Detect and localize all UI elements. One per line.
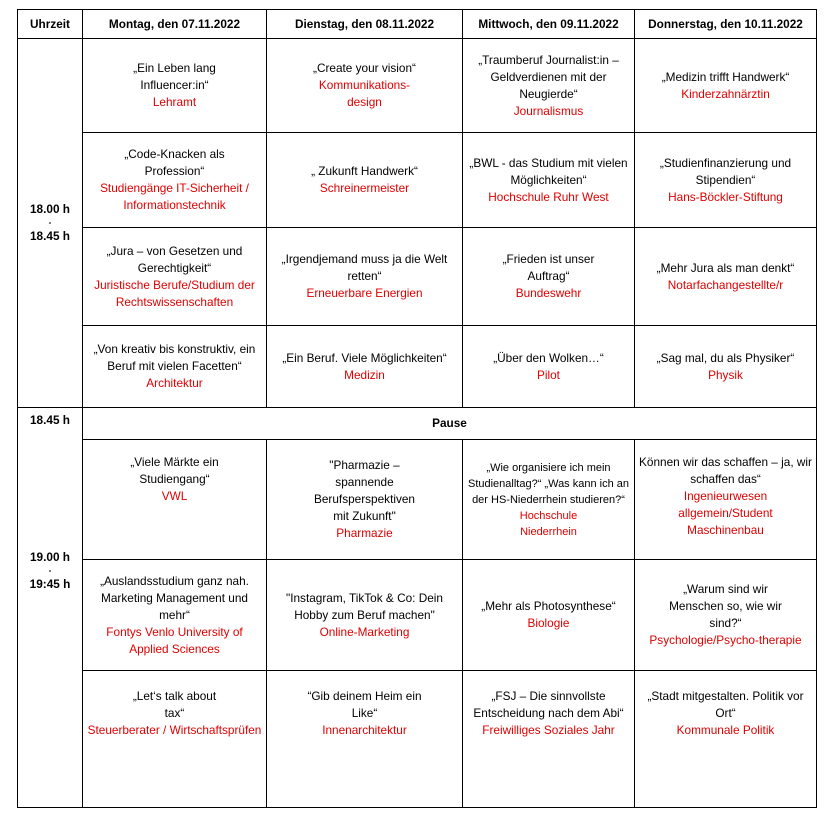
session-cell bbox=[463, 671, 635, 808]
session-title: "Pharmazie – spannende Berufsperspektiven mit Zukunft" bbox=[314, 458, 415, 523]
session-subject: Hans-Böckler-Stiftung bbox=[668, 189, 783, 204]
pause-row bbox=[18, 408, 817, 440]
block1-row-3 bbox=[18, 228, 817, 326]
session-title: "Instagram, TikTok & Co: Dein Hobby zum Beruf machen" bbox=[286, 590, 443, 622]
session-title: „Medizin trifft Handwerk“ bbox=[661, 69, 790, 84]
block2-row-1 bbox=[18, 440, 817, 560]
session-subject: Freiwilliges Soziales Jahr bbox=[482, 723, 615, 737]
session-title: „Jura – von Gesetzen und Gerechtigkeit“ bbox=[106, 243, 243, 275]
pause-time: 18.45 h bbox=[29, 413, 70, 427]
session-title: “Gib deinem Heim ein Like“ bbox=[307, 689, 422, 720]
block2-time-end: 19:45 h bbox=[29, 577, 71, 591]
session-cell bbox=[463, 326, 635, 408]
session-subject: Pilot bbox=[537, 367, 560, 382]
session-cell bbox=[463, 560, 635, 671]
session-title: „Frieden ist unser Auftrag“ bbox=[502, 252, 595, 283]
session-title: „ Zukunft Handwerk“ bbox=[311, 164, 418, 178]
header-day-monday: Montag, den 07.11.2022 bbox=[83, 10, 267, 39]
session-cell bbox=[83, 228, 267, 326]
session-cell bbox=[463, 228, 635, 326]
session-subject: VWL bbox=[161, 489, 188, 503]
block1-time-sep: - bbox=[48, 218, 52, 227]
session-cell bbox=[635, 228, 817, 326]
session-cell bbox=[267, 671, 463, 808]
session-title: „Mehr Jura als man denkt“ bbox=[656, 260, 795, 275]
pause-label: Pause bbox=[83, 408, 817, 440]
schedule-table bbox=[17, 9, 817, 808]
header-row bbox=[18, 10, 817, 39]
header-day-thursday: Donnerstag, den 10.11.2022 bbox=[635, 10, 817, 39]
session-cell bbox=[635, 671, 817, 808]
session-subject: Journalismus bbox=[513, 103, 584, 118]
session-subject: Juristische Berufe/Studium der Rechtswissenschaften bbox=[94, 277, 255, 309]
session-subject: Notarfachangestellte/r bbox=[667, 277, 784, 292]
block2-time-start: 19.00 h bbox=[29, 550, 70, 564]
session-subject: Lehramt bbox=[152, 95, 197, 109]
session-cell bbox=[267, 560, 463, 671]
session-cell bbox=[267, 326, 463, 408]
session-cell bbox=[83, 440, 267, 560]
session-cell bbox=[635, 560, 817, 671]
header-time: Uhrzeit bbox=[18, 10, 83, 39]
session-cell bbox=[635, 39, 817, 133]
session-subject: Innenarchitektur bbox=[322, 723, 407, 737]
session-subject: Hochschule Ruhr West bbox=[488, 189, 609, 204]
session-cell bbox=[463, 39, 635, 133]
session-cell bbox=[267, 133, 463, 228]
header-day-wednesday: Mittwoch, den 09.11.2022 bbox=[463, 10, 635, 39]
session-cell bbox=[267, 440, 463, 560]
session-cell bbox=[267, 228, 463, 326]
session-cell bbox=[83, 326, 267, 408]
session-title: „Warum sind wir Menschen so, wie wir sind?“ bbox=[669, 582, 782, 630]
session-subject: Hochschule Niederrhein bbox=[519, 509, 578, 538]
block1-time-start: 18.00 h bbox=[29, 202, 70, 216]
session-title: „Auslandsstudium ganz nah. Marketing Management und mehr“ bbox=[100, 573, 249, 622]
session-subject: Medizin bbox=[344, 367, 385, 382]
session-subject: Steuerberater / Wirtschaftsprüfen bbox=[87, 723, 262, 737]
block2-time-sep: - bbox=[48, 566, 52, 575]
block1-time-end: 18.45 h bbox=[29, 229, 70, 243]
session-cell bbox=[635, 326, 817, 408]
session-title: „Viele Märkte ein Studiengang“ bbox=[130, 455, 219, 486]
session-subject: Fontys Venlo University of Applied Sciences bbox=[106, 624, 243, 656]
session-title: „Sag mal, du als Physiker“ bbox=[656, 350, 795, 365]
session-title: „Ein Leben lang Influencer:in“ bbox=[133, 61, 216, 92]
block1-row-2 bbox=[18, 133, 817, 228]
session-cell bbox=[635, 440, 817, 560]
header-day-tuesday: Dienstag, den 08.11.2022 bbox=[267, 10, 463, 39]
session-cell bbox=[463, 133, 635, 228]
block1-row-1 bbox=[18, 39, 817, 133]
session-cell bbox=[83, 671, 267, 808]
session-title: „Von kreativ bis konstruktiv, ein Beruf mit vielen Facetten“ bbox=[93, 342, 256, 373]
session-subject: Erneuerbare Energien bbox=[306, 286, 423, 300]
session-cell bbox=[267, 39, 463, 133]
session-subject: Biologie bbox=[527, 616, 570, 630]
session-cell bbox=[83, 560, 267, 671]
session-title: „Irgendjemand muss ja die Welt retten“ bbox=[281, 252, 448, 283]
session-title: Können wir das schaffen – ja, wir schaffen das“ bbox=[639, 455, 812, 486]
session-title: „Code-Knacken als Profession“ bbox=[124, 147, 225, 178]
session-subject: Studiengänge IT-Sicherheit / Informationstechnik bbox=[100, 181, 249, 212]
session-title: „Create your vision“ bbox=[313, 61, 416, 75]
session-subject: Kommunale Politik bbox=[676, 723, 775, 737]
session-subject: Ingenieurwesen allgemein/Student Maschinenbau bbox=[678, 489, 773, 537]
session-title: „Stadt mitgestalten. Politik vor Ort“ bbox=[647, 689, 804, 720]
session-cell bbox=[635, 133, 817, 228]
session-subject: Architektur bbox=[146, 376, 203, 390]
block1-row-4 bbox=[18, 326, 817, 408]
session-title: „Traumberuf Journalist:in –Geldverdienen mit der Neugierde“ bbox=[478, 52, 619, 101]
session-title: „Mehr als Photosynthese“ bbox=[481, 599, 616, 613]
session-title: „Ein Beruf. Viele Möglichkeiten“ bbox=[282, 350, 447, 365]
session-cell bbox=[463, 440, 635, 560]
session-cell bbox=[83, 133, 267, 228]
session-title: „Wie organisiere ich mein Studienalltag?“ „Was kann ich an der HS-Niederrhein studieren?“ bbox=[467, 461, 629, 506]
session-subject: Bundeswehr bbox=[515, 286, 582, 300]
session-subject: Physik bbox=[708, 367, 743, 382]
session-title: „Studienfinanzierung und Stipendien“ bbox=[659, 155, 792, 187]
session-title: „BWL - das Studium mit vielen Möglichkeiten“ bbox=[469, 155, 628, 187]
block2-row-3 bbox=[18, 671, 817, 808]
session-title: „Let‘s talk about tax“ bbox=[132, 689, 217, 720]
block2-time-cell bbox=[18, 408, 83, 808]
block1-time-cell bbox=[18, 39, 83, 408]
session-subject: Online-Marketing bbox=[319, 624, 410, 639]
session-title: „Über den Wolken…“ bbox=[493, 350, 604, 365]
session-subject: Psychologie/Psycho-therapie bbox=[649, 633, 802, 647]
session-title: „FSJ – Die sinnvollste Entscheidung nach dem Abi“ bbox=[473, 689, 624, 720]
session-subject: Kommunikations-design bbox=[318, 78, 411, 109]
block2-row-2 bbox=[18, 560, 817, 671]
session-subject: Kinderzahnärztin bbox=[681, 86, 770, 101]
session-cell bbox=[83, 39, 267, 133]
session-subject: Pharmazie bbox=[336, 526, 393, 540]
session-subject: Schreinermeister bbox=[319, 181, 410, 195]
